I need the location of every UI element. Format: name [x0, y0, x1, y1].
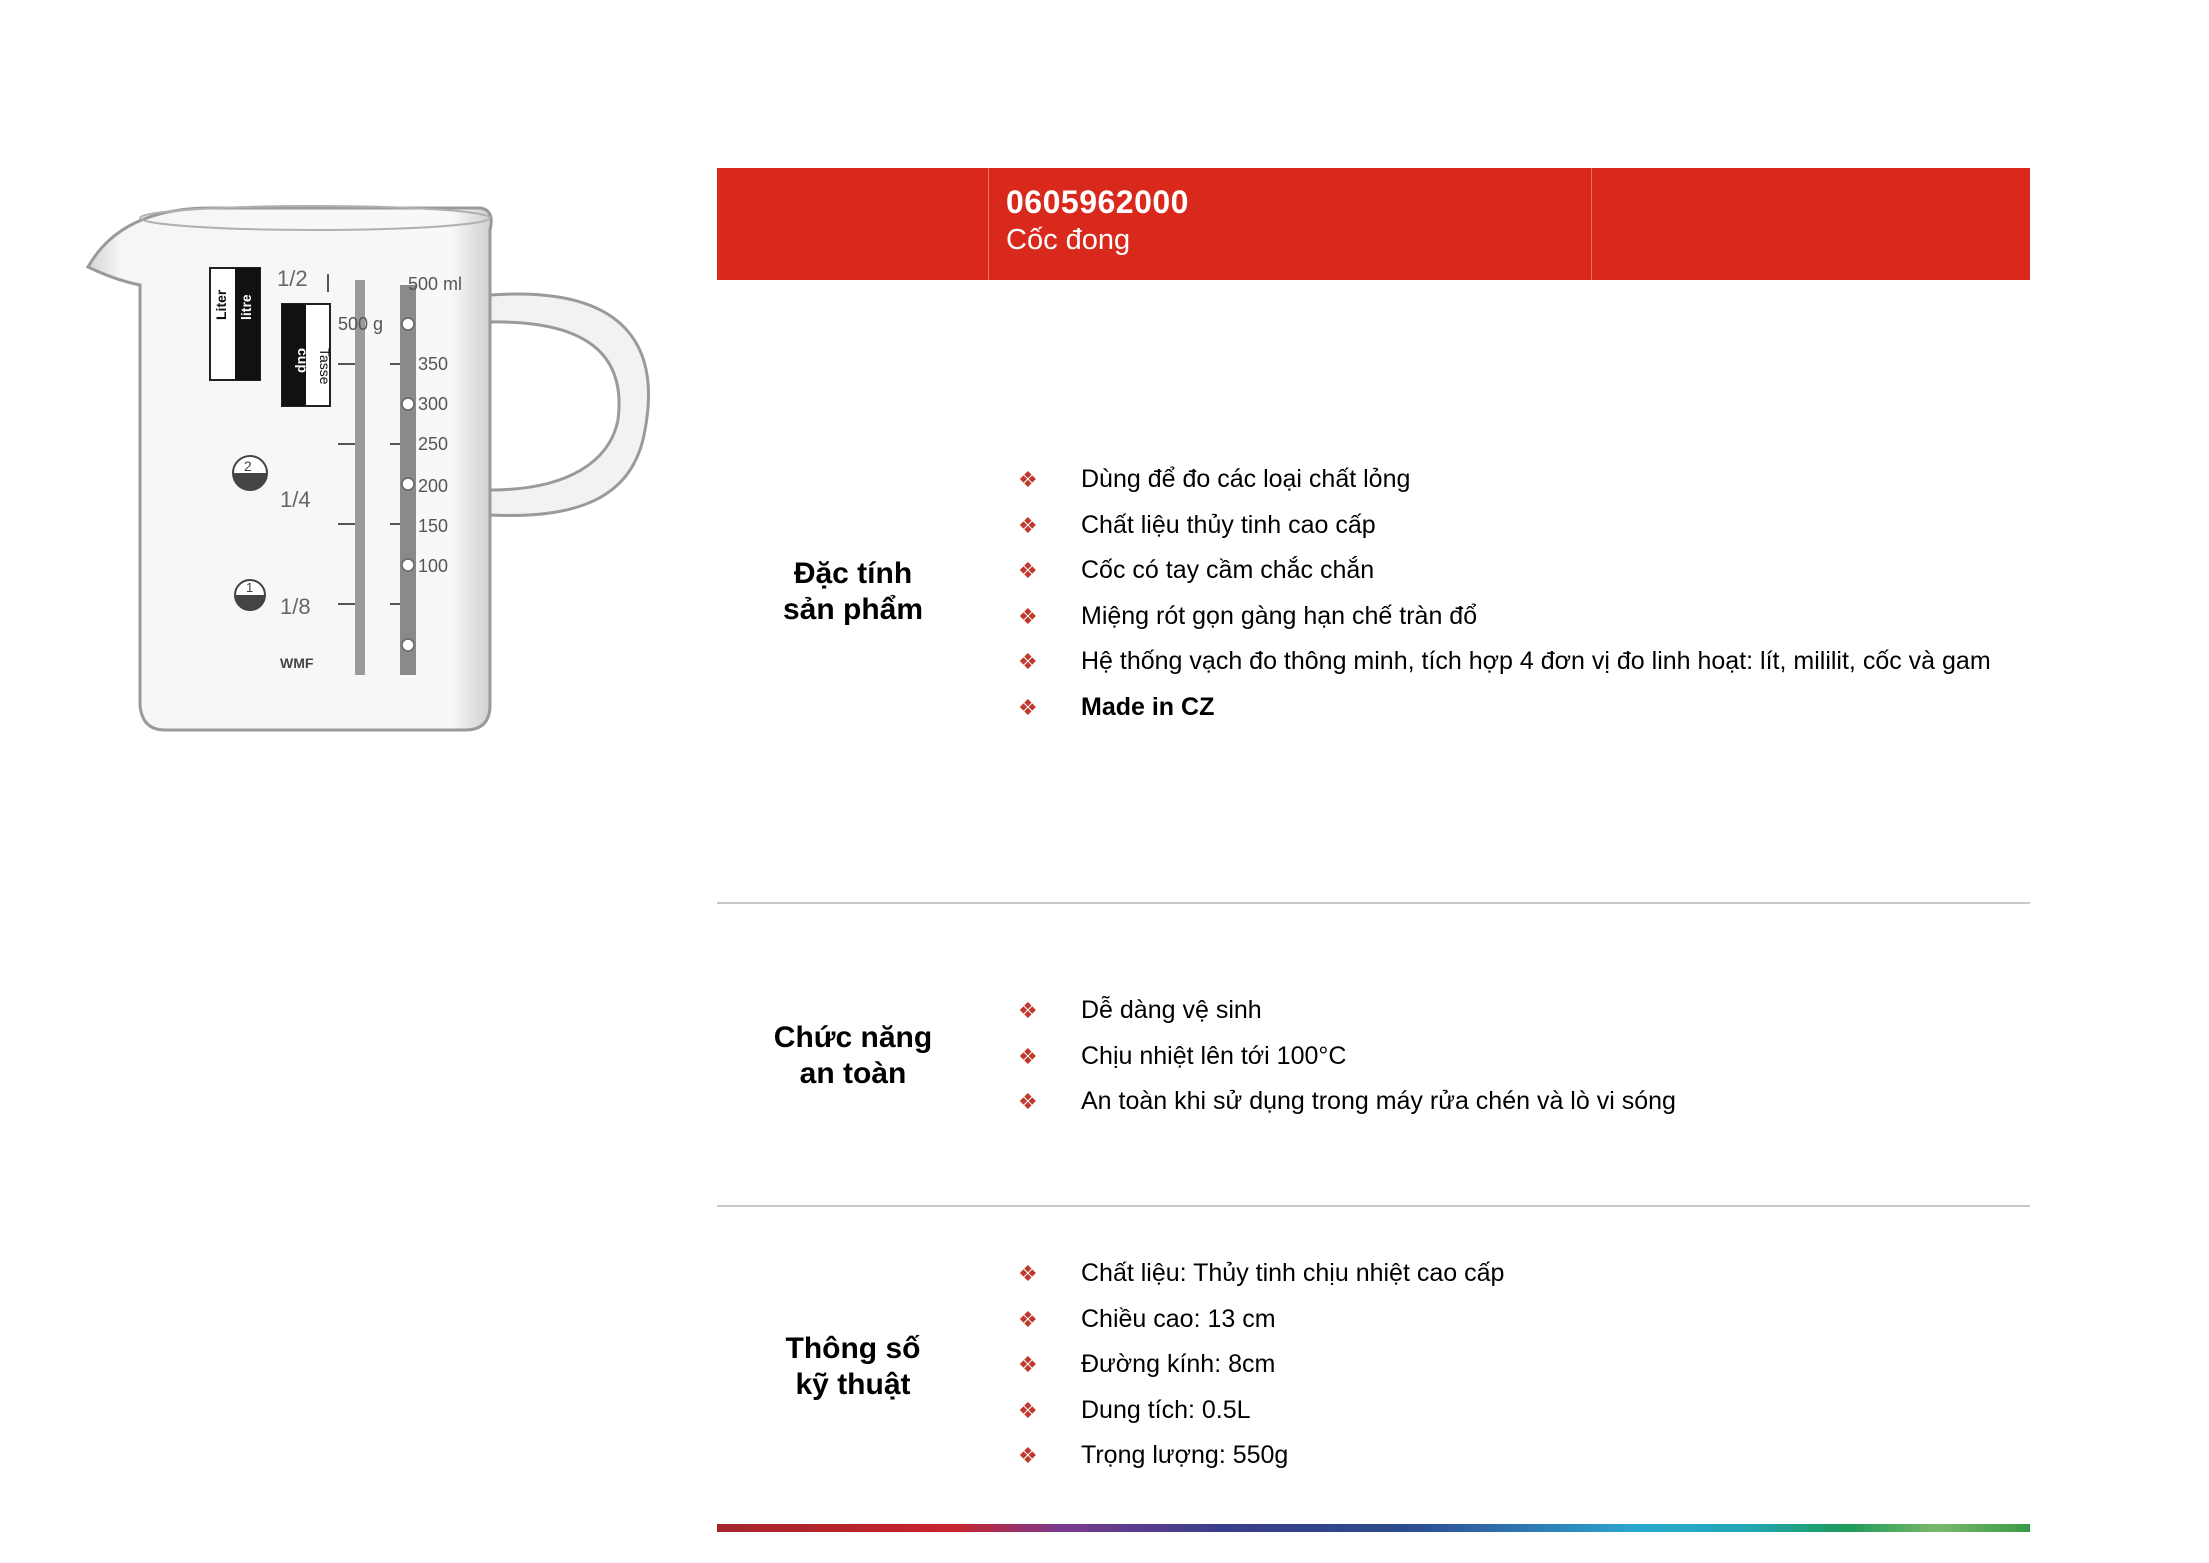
section-divider — [717, 902, 2030, 904]
list-item: ❖ Chịu nhiệt lên tới 100°C — [1018, 1034, 1676, 1080]
svg-text:350: 350 — [418, 354, 449, 374]
bullet-icon: ❖ — [1018, 1043, 1038, 1069]
product-name: Cốc đong — [1006, 224, 1131, 256]
half-label: 1/2 — [277, 266, 308, 291]
list-item: ❖ Đường kính: 8cm — [1018, 1342, 1504, 1388]
svg-text:200: 200 — [418, 476, 449, 496]
features-list — [1018, 457, 1991, 731]
svg-text:100: 100 — [418, 556, 449, 576]
bullet-icon: ❖ — [1018, 603, 1038, 629]
list-item: ❖ Cốc có tay cầm chắc chắn — [1018, 548, 1991, 594]
bullet-icon: ❖ — [1018, 649, 1038, 675]
litre-text: litre — [238, 294, 254, 320]
bullet-icon: ❖ — [1018, 1443, 1038, 1469]
svg-text:250: 250 — [418, 434, 449, 454]
product-header — [717, 168, 2030, 280]
cup-text: cup — [295, 348, 311, 373]
list-item: ❖ Dung tích: 0.5L — [1018, 1388, 1504, 1434]
footer-color-stripe — [717, 1524, 2030, 1532]
section-divider — [717, 1205, 2030, 1207]
safety-list — [1018, 988, 1676, 1125]
list-item: ❖ Chiều cao: 13 cm — [1018, 1297, 1504, 1343]
bullet-icon: ❖ — [1018, 1261, 1038, 1286]
bullet-icon: ❖ — [1018, 1352, 1038, 1378]
list-item: ❖ Chất liệu thủy tinh cao cấp — [1018, 503, 1991, 549]
bullet-icon: ❖ — [1018, 512, 1038, 538]
svg-text:2: 2 — [244, 458, 252, 474]
bullet-icon: ❖ — [1018, 1397, 1038, 1423]
svg-text:150: 150 — [418, 516, 449, 536]
specs-title: Thông số kỹ thuật — [785, 1332, 921, 1401]
specs-list — [1018, 1251, 1504, 1479]
features-title: Đặc tính sản phẩm — [782, 557, 924, 626]
bullet-icon: ❖ — [1018, 1306, 1038, 1332]
gram-scale-bar — [355, 280, 365, 675]
ml-label: 500 ml — [408, 274, 463, 294]
eighth-label: 1/8 — [280, 594, 311, 619]
bullet-icon: ❖ — [1018, 558, 1038, 584]
gram-label: 500 g — [338, 314, 384, 334]
bullet-icon: ❖ — [1018, 1089, 1038, 1115]
bullet-icon: ❖ — [1018, 998, 1038, 1023]
liter-text: Liter — [213, 289, 229, 320]
list-item: ❖ An toàn khi sử dụng trong máy rửa chén và lò vi sóng — [1018, 1079, 1676, 1125]
list-item: ❖ Dễ dàng vệ sinh — [1018, 988, 1676, 1034]
jug-handle — [490, 294, 648, 516]
list-item: ❖ Made in CZ — [1018, 685, 1991, 731]
product-code: 0605962000 — [1006, 184, 1189, 220]
list-item: ❖ Chất liệu: Thủy tinh chịu nhiệt cao cấp — [1018, 1251, 1504, 1297]
list-item: ❖ Dùng để đo các loại chất lỏng — [1018, 457, 1991, 503]
measuring-jug-illustration — [70, 190, 650, 750]
wmf-logo: WMF — [280, 655, 314, 671]
list-item: ❖ Trọng lượng: 550g — [1018, 1433, 1504, 1479]
svg-text:300: 300 — [418, 394, 449, 414]
svg-text:1: 1 — [246, 580, 254, 595]
bullet-icon: ❖ — [1018, 467, 1038, 492]
list-item: ❖ Miệng rót gọn gàng hạn chế tràn đổ — [1018, 594, 1991, 640]
quarter-label: 1/4 — [280, 487, 311, 512]
safety-title: Chức năng an toàn — [773, 1021, 933, 1090]
tasse-text: Tasse — [317, 348, 333, 385]
product-image — [70, 190, 650, 750]
bullet-icon: ❖ — [1018, 694, 1038, 720]
list-item: ❖ Hệ thống vạch đo thông minh, tích hợp 4 đơn vị đo linh hoạt: lít, mililit, cốc và gam — [1018, 639, 1991, 685]
